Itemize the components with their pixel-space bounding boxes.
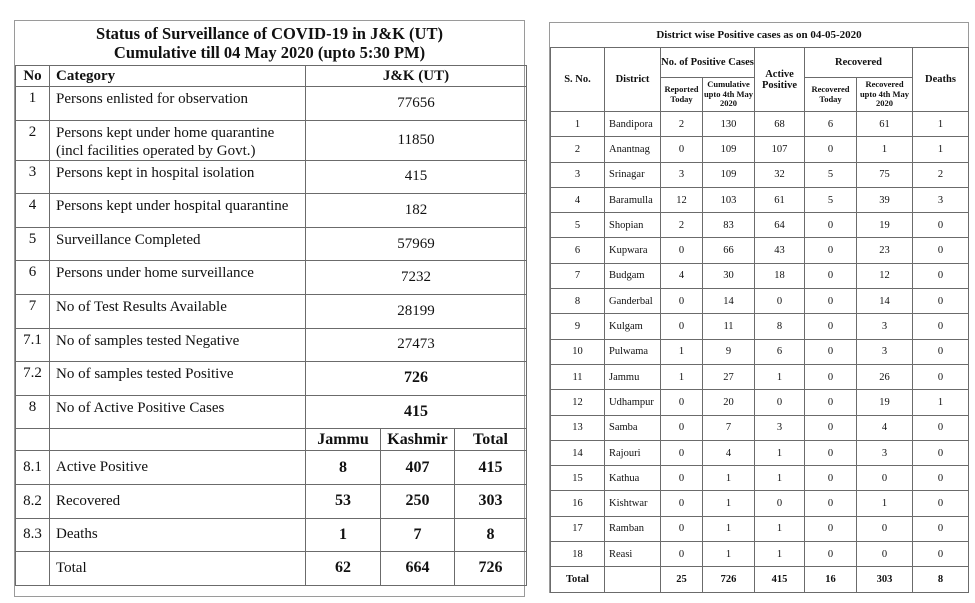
active-positive-cell: 1 — [755, 542, 805, 567]
row-value: 726 — [306, 362, 527, 396]
blank-cell — [16, 429, 50, 451]
reported-today-cell: 0 — [661, 314, 703, 339]
district-name-cell: Baramulla — [605, 187, 661, 212]
jammu-value: 8 — [306, 451, 381, 485]
active-positive-cell: 32 — [755, 162, 805, 187]
district-name-cell: Kishtwar — [605, 491, 661, 516]
header-deaths: Deaths — [913, 48, 969, 112]
deaths-cell: 3 — [913, 187, 969, 212]
recovered-today-cell: 5 — [805, 187, 857, 212]
recovered-today-cell: 0 — [805, 542, 857, 567]
district-row — [551, 314, 969, 339]
district-name-cell: Reasi — [605, 542, 661, 567]
row-category: No of samples tested Positive — [50, 362, 306, 396]
active-positive-cell: 6 — [755, 339, 805, 364]
sno-cell: 2 — [551, 137, 605, 162]
row-value: 182 — [306, 194, 527, 228]
row-number: 8.2 — [16, 484, 50, 518]
district-name-cell: Pulwama — [605, 339, 661, 364]
deaths-cell: 0 — [913, 516, 969, 541]
table-row — [16, 395, 527, 429]
district-row — [551, 162, 969, 187]
row-value: 57969 — [306, 227, 527, 261]
kashmir-value: 7 — [381, 518, 455, 552]
recovered-cumulative-cell: 1 — [857, 491, 913, 516]
recovered-today-cell: 0 — [805, 415, 857, 440]
deaths-cell: 1 — [913, 112, 969, 137]
active-positive-cell: 0 — [755, 390, 805, 415]
total-row — [16, 552, 527, 586]
district-name-cell: Rajouri — [605, 440, 661, 465]
title-line-1: Status of Surveillance of COVID-19 in J&K (UT) — [96, 24, 443, 43]
reported-today-cell: 4 — [661, 263, 703, 288]
row-category: Recovered — [50, 484, 306, 518]
recovered-today-cell: 0 — [805, 491, 857, 516]
reported-today-cell: 0 — [661, 542, 703, 567]
cumulative-cell: 1 — [703, 516, 755, 541]
cumulative-cell: 4 — [703, 440, 755, 465]
recovered-today-cell: 0 — [805, 516, 857, 541]
recovered-today-cell: 0 — [805, 263, 857, 288]
active-positive-cell: 43 — [755, 238, 805, 263]
sno-cell: 11 — [551, 364, 605, 389]
row-category: Deaths — [50, 518, 306, 552]
district-name-cell: Shopian — [605, 213, 661, 238]
row-category: No of Active Positive Cases — [50, 395, 306, 429]
district-title: District wise Positive cases as on 04-05-2020 — [656, 29, 862, 41]
cumulative-cell: 109 — [703, 162, 755, 187]
cumulative-cell: 103 — [703, 187, 755, 212]
cumulative-cell: 11 — [703, 314, 755, 339]
active-positive-cell: 1 — [755, 466, 805, 491]
recovered-cumulative-cell: 39 — [857, 187, 913, 212]
recovered-today-cell: 5 — [805, 162, 857, 187]
row-value: 7232 — [306, 261, 527, 295]
cumulative-cell: 1 — [703, 542, 755, 567]
total-deaths-cell: 8 — [913, 567, 969, 592]
row-category: Persons kept in hospital isolation — [50, 160, 306, 194]
district-row — [551, 263, 969, 288]
row-number: 6 — [16, 261, 50, 295]
row-number: 7 — [16, 294, 50, 328]
district-name-cell: Anantnag — [605, 137, 661, 162]
reported-today-cell: 1 — [661, 339, 703, 364]
sno-cell: 14 — [551, 440, 605, 465]
district-rows — [551, 112, 969, 593]
sno-cell: 15 — [551, 466, 605, 491]
kashmir-value: 407 — [381, 451, 455, 485]
row-number: 8 — [16, 395, 50, 429]
row-number: 3 — [16, 160, 50, 194]
row-number: 5 — [16, 227, 50, 261]
total-value: 415 — [455, 451, 527, 485]
deaths-cell: 0 — [913, 542, 969, 567]
row-value: 77656 — [306, 87, 527, 121]
active-positive-cell: 64 — [755, 213, 805, 238]
row-value: 27473 — [306, 328, 527, 362]
row-number: 7.2 — [16, 362, 50, 396]
recovered-cumulative-cell: 0 — [857, 542, 913, 567]
reported-today-cell: 0 — [661, 516, 703, 541]
district-row — [551, 289, 969, 314]
total-active-positive-cell: 415 — [755, 567, 805, 592]
recovered-today-cell: 0 — [805, 390, 857, 415]
recovered-cumulative-cell: 4 — [857, 415, 913, 440]
recovered-cumulative-cell: 0 — [857, 466, 913, 491]
active-positive-cell: 18 — [755, 263, 805, 288]
district-name-cell: Ramban — [605, 516, 661, 541]
cumulative-cell: 30 — [703, 263, 755, 288]
table-row — [16, 362, 527, 396]
recovered-cumulative-cell: 23 — [857, 238, 913, 263]
reported-today-cell: 12 — [661, 187, 703, 212]
reported-today-cell: 0 — [661, 491, 703, 516]
deaths-cell: 0 — [913, 289, 969, 314]
district-name-cell: Bandipora — [605, 112, 661, 137]
header-category: Category — [50, 66, 306, 87]
cumulative-cell: 130 — [703, 112, 755, 137]
header-active-positive: Active Positive — [755, 48, 805, 112]
sno-cell: 4 — [551, 187, 605, 212]
header-no: No — [16, 66, 50, 87]
district-row — [551, 491, 969, 516]
header-cumulative: Cumulative upto 4th May 2020 — [703, 78, 755, 112]
table-row — [16, 120, 527, 160]
row-number: 8.1 — [16, 451, 50, 485]
kashmir-total: 664 — [381, 552, 455, 586]
active-positive-cell: 1 — [755, 516, 805, 541]
sno-cell: 12 — [551, 390, 605, 415]
title-line-2: Cumulative till 04 May 2020 (upto 5:30 PM) — [113, 43, 426, 62]
district-name-cell: Ganderbal — [605, 289, 661, 314]
row-category: No of Test Results Available — [50, 294, 306, 328]
sno-cell: 17 — [551, 516, 605, 541]
district-row — [551, 364, 969, 389]
district-name-cell: Budgam — [605, 263, 661, 288]
recovered-today-cell: 0 — [805, 314, 857, 339]
active-positive-cell: 107 — [755, 137, 805, 162]
reported-today-cell: 0 — [661, 238, 703, 263]
recovered-cumulative-cell: 0 — [857, 516, 913, 541]
row-category: Surveillance Completed — [50, 227, 306, 261]
row-number: 7.1 — [16, 328, 50, 362]
recovered-today-cell: 0 — [805, 289, 857, 314]
district-row — [551, 112, 969, 137]
header-positive-cases: No. of Positive Cases — [661, 48, 755, 78]
sno-cell: 18 — [551, 542, 605, 567]
row-value: 11850 — [306, 120, 527, 160]
cumulative-cell: 27 — [703, 364, 755, 389]
recovered-cumulative-cell: 75 — [857, 162, 913, 187]
recovered-today-cell: 0 — [805, 137, 857, 162]
active-positive-cell: 1 — [755, 440, 805, 465]
surveillance-title — [15, 21, 524, 65]
deaths-cell: 0 — [913, 415, 969, 440]
active-positive-cell: 8 — [755, 314, 805, 339]
reported-today-cell: 0 — [661, 440, 703, 465]
header-jammu: Jammu — [306, 429, 381, 451]
header-recovered: Recovered — [805, 48, 913, 78]
district-name-cell: Srinagar — [605, 162, 661, 187]
table-row — [16, 451, 527, 485]
table-row — [16, 194, 527, 228]
recovered-today-cell: 0 — [805, 213, 857, 238]
district-row — [551, 238, 969, 263]
region-header-row — [16, 429, 527, 451]
row-number: 2 — [16, 120, 50, 160]
district-row — [551, 187, 969, 212]
district-total-row — [551, 567, 969, 592]
deaths-cell: 0 — [913, 213, 969, 238]
district-row — [551, 440, 969, 465]
header-district: District — [605, 48, 661, 112]
deaths-cell: 0 — [913, 440, 969, 465]
active-positive-cell: 61 — [755, 187, 805, 212]
deaths-cell: 0 — [913, 314, 969, 339]
sno-cell: 16 — [551, 491, 605, 516]
reported-today-cell: 0 — [661, 289, 703, 314]
total-recovered-today-cell: 16 — [805, 567, 857, 592]
reported-today-cell: 2 — [661, 213, 703, 238]
reported-today-cell: 0 — [661, 466, 703, 491]
total-cumulative-cell: 726 — [703, 567, 755, 592]
district-cases-panel — [549, 22, 969, 593]
table-row — [16, 227, 527, 261]
sno-cell: 3 — [551, 162, 605, 187]
jammu-value: 53 — [306, 484, 381, 518]
total-reported-today-cell: 25 — [661, 567, 703, 592]
recovered-cumulative-cell: 19 — [857, 213, 913, 238]
cumulative-cell: 1 — [703, 491, 755, 516]
recovered-cumulative-cell: 3 — [857, 314, 913, 339]
deaths-cell: 1 — [913, 137, 969, 162]
total-recovered-cumulative-cell: 303 — [857, 567, 913, 592]
sno-cell: 13 — [551, 415, 605, 440]
header-sno: S. No. — [551, 48, 605, 112]
grand-total: 726 — [455, 552, 527, 586]
district-row — [551, 339, 969, 364]
sno-cell: 6 — [551, 238, 605, 263]
table-row — [16, 294, 527, 328]
reported-today-cell: 0 — [661, 137, 703, 162]
active-positive-cell: 3 — [755, 415, 805, 440]
cumulative-cell: 109 — [703, 137, 755, 162]
cumulative-cell: 9 — [703, 339, 755, 364]
surveillance-table — [15, 65, 527, 586]
district-row — [551, 390, 969, 415]
district-name-cell: Udhampur — [605, 390, 661, 415]
deaths-cell: 1 — [913, 390, 969, 415]
cumulative-cell: 7 — [703, 415, 755, 440]
recovered-today-cell: 0 — [805, 238, 857, 263]
header-kashmir: Kashmir — [381, 429, 455, 451]
blank-cell — [16, 552, 50, 586]
jammu-value: 1 — [306, 518, 381, 552]
recovered-cumulative-cell: 1 — [857, 137, 913, 162]
recovered-cumulative-cell: 14 — [857, 289, 913, 314]
row-value: 415 — [306, 160, 527, 194]
table-row — [16, 160, 527, 194]
row-category: Persons kept under home quarantine (incl facilities operated by Govt.) — [50, 120, 306, 160]
kashmir-value: 250 — [381, 484, 455, 518]
row-number: 1 — [16, 87, 50, 121]
total-sno-cell: Total — [551, 567, 605, 592]
total-label: Total — [50, 552, 306, 586]
recovered-cumulative-cell: 26 — [857, 364, 913, 389]
header-jk-ut: J&K (UT) — [306, 66, 527, 87]
active-positive-cell: 0 — [755, 491, 805, 516]
header-recovered-today: Recovered Today — [805, 78, 857, 112]
surveillance-rows — [16, 87, 527, 586]
district-row — [551, 516, 969, 541]
active-positive-cell: 1 — [755, 364, 805, 389]
reported-today-cell: 3 — [661, 162, 703, 187]
reported-today-cell: 0 — [661, 390, 703, 415]
cumulative-cell: 83 — [703, 213, 755, 238]
district-name-cell: Kathua — [605, 466, 661, 491]
recovered-cumulative-cell: 12 — [857, 263, 913, 288]
deaths-cell: 0 — [913, 364, 969, 389]
recovered-today-cell: 0 — [805, 440, 857, 465]
total-district-name-cell — [605, 567, 661, 592]
header-reported-today: Reported Today — [661, 78, 703, 112]
recovered-cumulative-cell: 3 — [857, 339, 913, 364]
recovered-today-cell: 0 — [805, 364, 857, 389]
cumulative-cell: 14 — [703, 289, 755, 314]
district-row — [551, 213, 969, 238]
row-value: 28199 — [306, 294, 527, 328]
deaths-cell: 0 — [913, 491, 969, 516]
recovered-today-cell: 0 — [805, 466, 857, 491]
deaths-cell: 0 — [913, 263, 969, 288]
table-row — [16, 261, 527, 295]
district-row — [551, 137, 969, 162]
recovered-cumulative-cell: 61 — [857, 112, 913, 137]
row-value: 415 — [306, 395, 527, 429]
sno-cell: 7 — [551, 263, 605, 288]
reported-today-cell: 2 — [661, 112, 703, 137]
district-name-cell: Kulgam — [605, 314, 661, 339]
row-category: Persons under home surveillance — [50, 261, 306, 295]
sno-cell: 10 — [551, 339, 605, 364]
district-name-cell: Kupwara — [605, 238, 661, 263]
sno-cell: 1 — [551, 112, 605, 137]
blank-cell — [50, 429, 306, 451]
reported-today-cell: 1 — [661, 364, 703, 389]
table-row — [16, 87, 527, 121]
total-value: 303 — [455, 484, 527, 518]
header-recovered-cumulative: Recovered upto 4th May 2020 — [857, 78, 913, 112]
reported-today-cell: 0 — [661, 415, 703, 440]
row-number: 4 — [16, 194, 50, 228]
deaths-cell: 0 — [913, 466, 969, 491]
cumulative-cell: 1 — [703, 466, 755, 491]
active-positive-cell: 0 — [755, 289, 805, 314]
cumulative-cell: 20 — [703, 390, 755, 415]
surveillance-status-panel — [14, 20, 525, 597]
district-table — [550, 47, 969, 593]
district-name-cell: Jammu — [605, 364, 661, 389]
sno-cell: 5 — [551, 213, 605, 238]
district-name-cell: Samba — [605, 415, 661, 440]
table-row — [16, 484, 527, 518]
row-category: No of samples tested Negative — [50, 328, 306, 362]
total-value: 8 — [455, 518, 527, 552]
recovered-cumulative-cell: 3 — [857, 440, 913, 465]
header-total: Total — [455, 429, 527, 451]
recovered-today-cell: 0 — [805, 339, 857, 364]
district-row — [551, 415, 969, 440]
district-row — [551, 542, 969, 567]
cumulative-cell: 66 — [703, 238, 755, 263]
deaths-cell: 0 — [913, 339, 969, 364]
row-category: Persons enlisted for observation — [50, 87, 306, 121]
district-row — [551, 466, 969, 491]
row-category: Active Positive — [50, 451, 306, 485]
recovered-today-cell: 6 — [805, 112, 857, 137]
row-category: Persons kept under hospital quarantine — [50, 194, 306, 228]
deaths-cell: 2 — [913, 162, 969, 187]
row-number: 8.3 — [16, 518, 50, 552]
table-row — [16, 328, 527, 362]
sno-cell: 9 — [551, 314, 605, 339]
sno-cell: 8 — [551, 289, 605, 314]
jammu-total: 62 — [306, 552, 381, 586]
table-row — [16, 518, 527, 552]
active-positive-cell: 68 — [755, 112, 805, 137]
recovered-cumulative-cell: 19 — [857, 390, 913, 415]
deaths-cell: 0 — [913, 238, 969, 263]
